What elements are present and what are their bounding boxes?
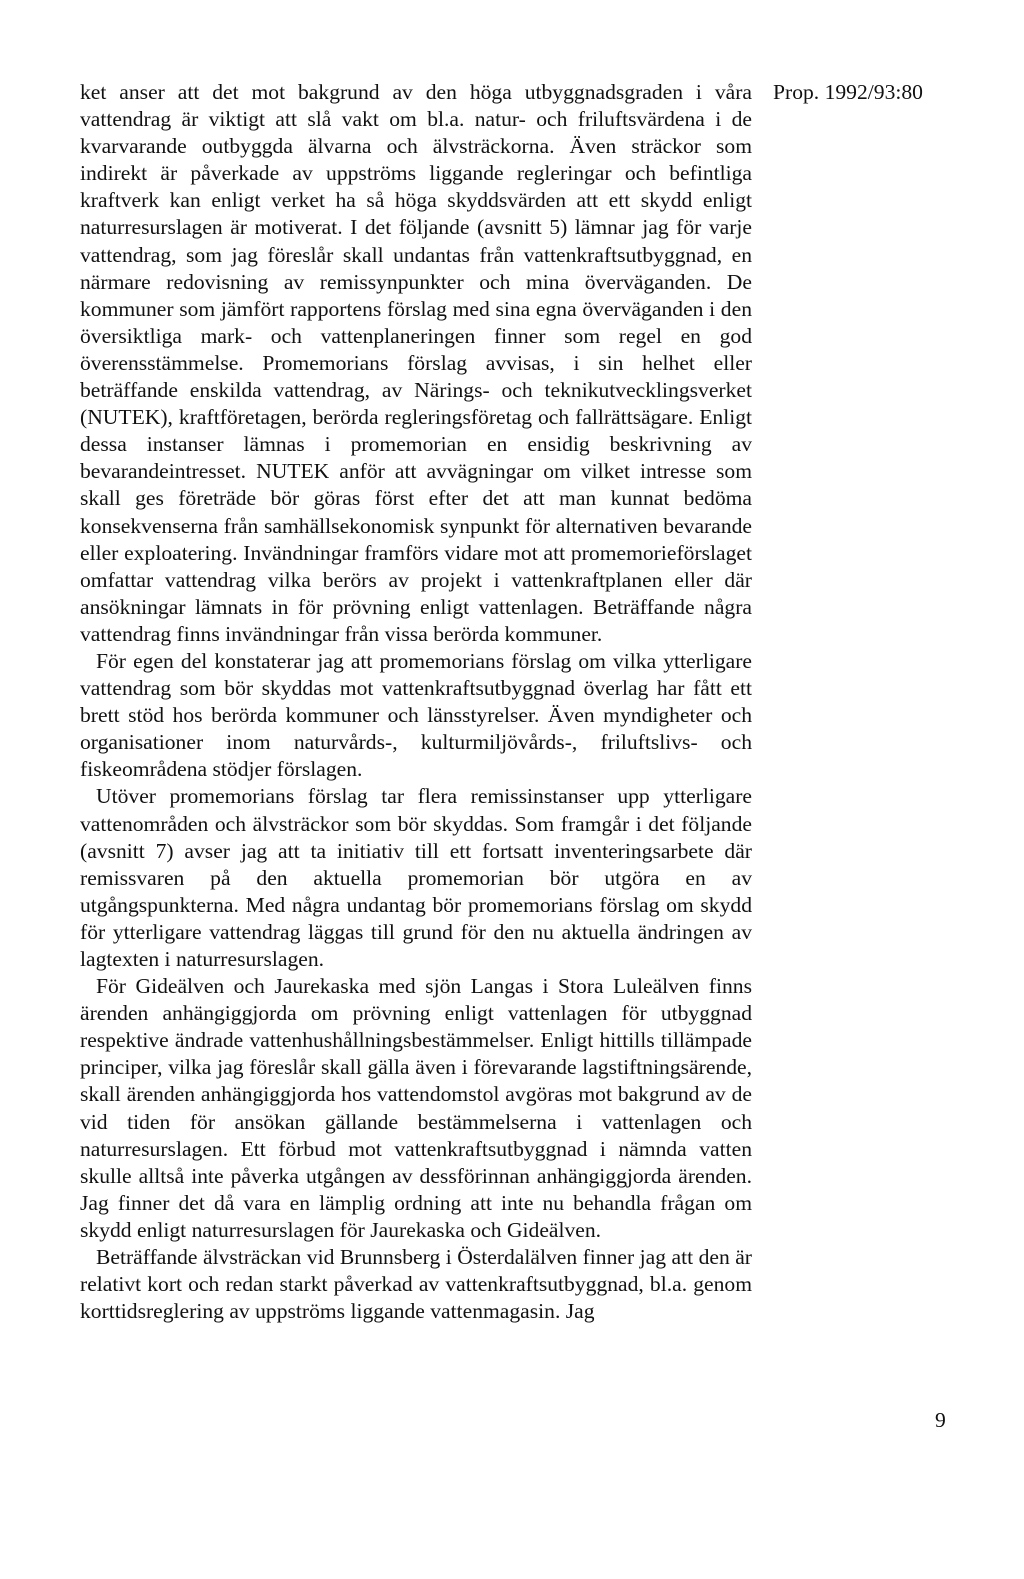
paragraph: Beträffande älvsträckan vid Brunnsberg i Österdalälven finner jag att den är relativt kort och redan starkt påverkad av vattenkraftsutbyggnad, bl.a. genom korttidsreglering av uppströms liggande vattenmagasin. Jag — [80, 1245, 752, 1324]
paragraph: Utöver promemorians förslag tar flera remissinstanser upp ytterligare vattenområden och älvsträckor som bör skyddas. Som framgår i det följande (avsnitt 7) avser jag att ta initiativ till ett fortsatt inventeringsarbete där remissvaren på den aktuella promemorian bör utgöra en av utgångspunkterna. Med några undantag bör promemorians förslag om skydd för ytterligare vattendrag läggas till grund för den nu aktuella ändringen av lagtexten i naturresurslagen. — [80, 784, 752, 971]
page-number: 9 — [935, 1408, 946, 1432]
paragraph: För Gideälven och Jaurekaska med sjön Langas i Stora Luleälven finns ärenden anhängiggjorda om prövning enligt vattenlagen för utbyggnad respektive ändrade vattenhushållningsbestämmelser. Enligt hittills tillämpade principer, vilka jag föreslår skall gälla även i förevarande lagstiftningsärende, skall ärenden anhängiggjorda hos vattendomstol avgöras mot bakgrund av de vid tiden för ansökan gällande bestämmelserna i vattenlagen och naturresurslagen. Ett förbud mot vattenkraftsutbyggnad i nämnda vatten skulle alltså inte påverka utgången av dessförinnan anhängiggjorda ärenden. Jag finner det då vara en lämplig ordning att inte nu behandla frågan om skydd enligt naturresurslagen för Jaurekaska och Gideälven. — [80, 974, 752, 1242]
proposition-reference: Prop. 1992/93:80 — [773, 80, 923, 104]
paragraph: ket anser att det mot bakgrund av den höga utbyggnadsgraden i våra vattendrag är viktigt att slå vakt om bl.a. natur- och friluftsvärdena i de kvarvarande outbyggda älvarna och älvsträckorna. Även sträckor som indirekt är påverkade av uppströms liggande regleringar och befintliga kraftverk kan enligt verket ha så höga skyddsvärden att ett skydd enligt naturresurslagen är motiverat. I det följande (avsnitt 5) lämnar jag för varje vattendrag, som jag föreslår skall undantas från vattenkraftsutbyggnad, en närmare redovisning av remissynpunkter och mina överväganden. De kommuner som jämfört rapportens förslag med sina egna överväganden i den översiktliga mark- och vattenplaneringen finner som regel en god överensstämmelse. Promemorians förslag avvisas, i sin helhet eller beträffande enskilda vattendrag, av Närings- och teknikutvecklingsverket (NUTEK), kraftföretagen, berörda regleringsföretag och fallrättsägare. Enligt dessa instanser lämnas i promemorian en ensidig beskrivning av bevarandeintresset. NUTEK anför att avvägningar om vilket intresse som skall ges företräde bör göras först efter det att man kunnat bedöma konsekvenserna från samhällsekonomisk synpunkt för alternativen bevarande eller exploatering. Invändningar framförs vidare mot att promemorieförslaget omfattar vattendrag vilka berörs av projekt i vattenkraftplanen eller där ansökningar lämnats in för prövning enligt vattenlagen. Beträffande några vattendrag finns invändningar från vissa berörda kommuner. — [80, 80, 752, 646]
body-text — [80, 79, 752, 1325]
paragraph: För egen del konstaterar jag att promemorians förslag om vilka ytterligare vattendrag som bör skyddas mot vattenkraftsutbyggnad överlag har fått ett brett stöd hos berörda kommuner och länsstyrelser. Även myndigheter och organisationer inom naturvårds-, kulturmiljövårds-, friluftslivs- och fiskeområdena stödjer förslagen. — [80, 648, 752, 782]
